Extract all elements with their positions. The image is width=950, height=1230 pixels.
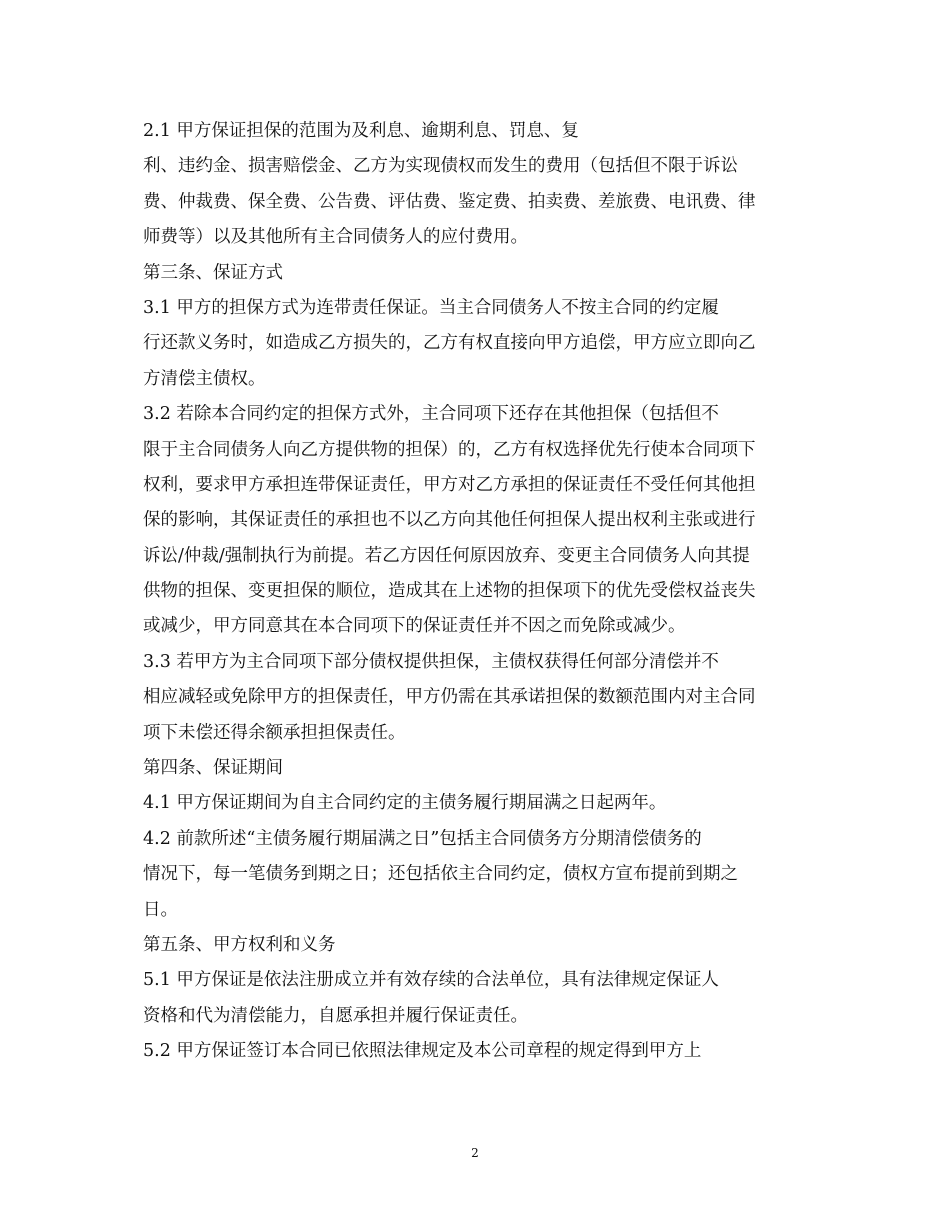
clause-3-3-line-1: 3.3 若甲方为主合同项下部分债权提供担保，主债权获得任何部分清偿并不: [143, 651, 719, 672]
clause-2-1-line-1: 2.1 甲方保证担保的范围为及利息、逾期利息、罚息、复: [143, 121, 579, 141]
contract-body-text: [143, 114, 813, 1070]
article-4-heading: 第四条、保证期间: [143, 758, 283, 779]
clause-3-2-line-7: 或减少，甲方同意其在本合同项下的保证责任并不因之而免除或减少。: [143, 616, 686, 637]
clause-4-2-line-3: 日。: [143, 899, 178, 920]
article-3-heading: 第三条、保证方式: [143, 262, 283, 283]
page-number: 2: [471, 1146, 479, 1160]
clause-5-1-line-1: 5.1 甲方保证是依法注册成立并有效存续的合法单位，具有法律规定保证人: [143, 970, 719, 991]
clause-3-2-line-1: 3.2 若除本合同约定的担保方式外，主合同项下还存在其他担保（包括但不: [143, 404, 719, 425]
clause-3-3-line-3: 项下未偿还得余额承担担保责任。: [143, 722, 406, 743]
clause-3-2-line-4: 保的影响，其保证责任的承担也不以乙方向其他任何担保人提出权利主张或进行: [143, 510, 756, 531]
clause-3-2-line-3: 权利，要求甲方承担连带保证责任，甲方对乙方承担的保证责任不受任何其他担: [143, 474, 756, 495]
clause-3-1-line-2: 行还款义务时，如造成乙方损失的，乙方有权直接向甲方追偿，甲方应立即向乙: [143, 333, 756, 354]
clause-2-1-line-2: 利、违约金、损害赔偿金、乙方为实现债权而发生的费用（包括但不限于诉讼: [143, 156, 738, 177]
clause-3-2-line-6: 供物的担保、变更担保的顺位，造成其在上述物的担保项下的优先受偿权益丧失: [143, 581, 756, 602]
clause-4-2-line-1: 4.2 前款所述“主债务履行期届满之日”包括主合同债务方分期清偿债务的: [143, 828, 702, 849]
clause-3-3-line-2: 相应减轻或免除甲方的担保责任，甲方仍需在其承诺担保的数额范围内对主合同: [143, 687, 756, 708]
clause-4-1-line-1: 4.1 甲方保证期间为自主合同约定的主债务履行期届满之日起两年。: [143, 793, 667, 814]
clause-3-1-line-3: 方清偿主债权。: [143, 368, 266, 389]
clause-5-2-line-1: 5.2 甲方保证签订本合同已依照法律规定及本公司章程的规定得到甲方上: [143, 1041, 702, 1062]
article-5-heading: 第五条、甲方权利和义务: [143, 934, 336, 955]
clause-4-2-line-2: 情况下，每一笔债务到期之日；还包括依主合同约定，债权方宣布提前到期之: [143, 864, 738, 885]
clause-2-1-line-3: 费、仲裁费、保全费、公告费、评估费、鉴定费、拍卖费、差旅费、电讯费、律: [143, 191, 756, 212]
clause-5-1-line-2: 资格和代为清偿能力，自愿承担并履行保证责任。: [143, 1005, 528, 1026]
clause-3-2-line-5: 诉讼/仲裁/强制执行为前提。若乙方因任何原因放弃、变更主合同债务人向其提: [143, 545, 750, 566]
clause-3-1-line-1: 3.1 甲方的担保方式为连带责任保证。当主合同债务人不按主合同的约定履: [143, 297, 719, 318]
clause-2-1-line-4: 师费等）以及其他所有主合同债务人的应付费用。: [143, 227, 528, 248]
clause-3-2-line-2: 限于主合同债务人向乙方提供物的担保）的，乙方有权选择优先行使本合同项下: [143, 439, 756, 460]
